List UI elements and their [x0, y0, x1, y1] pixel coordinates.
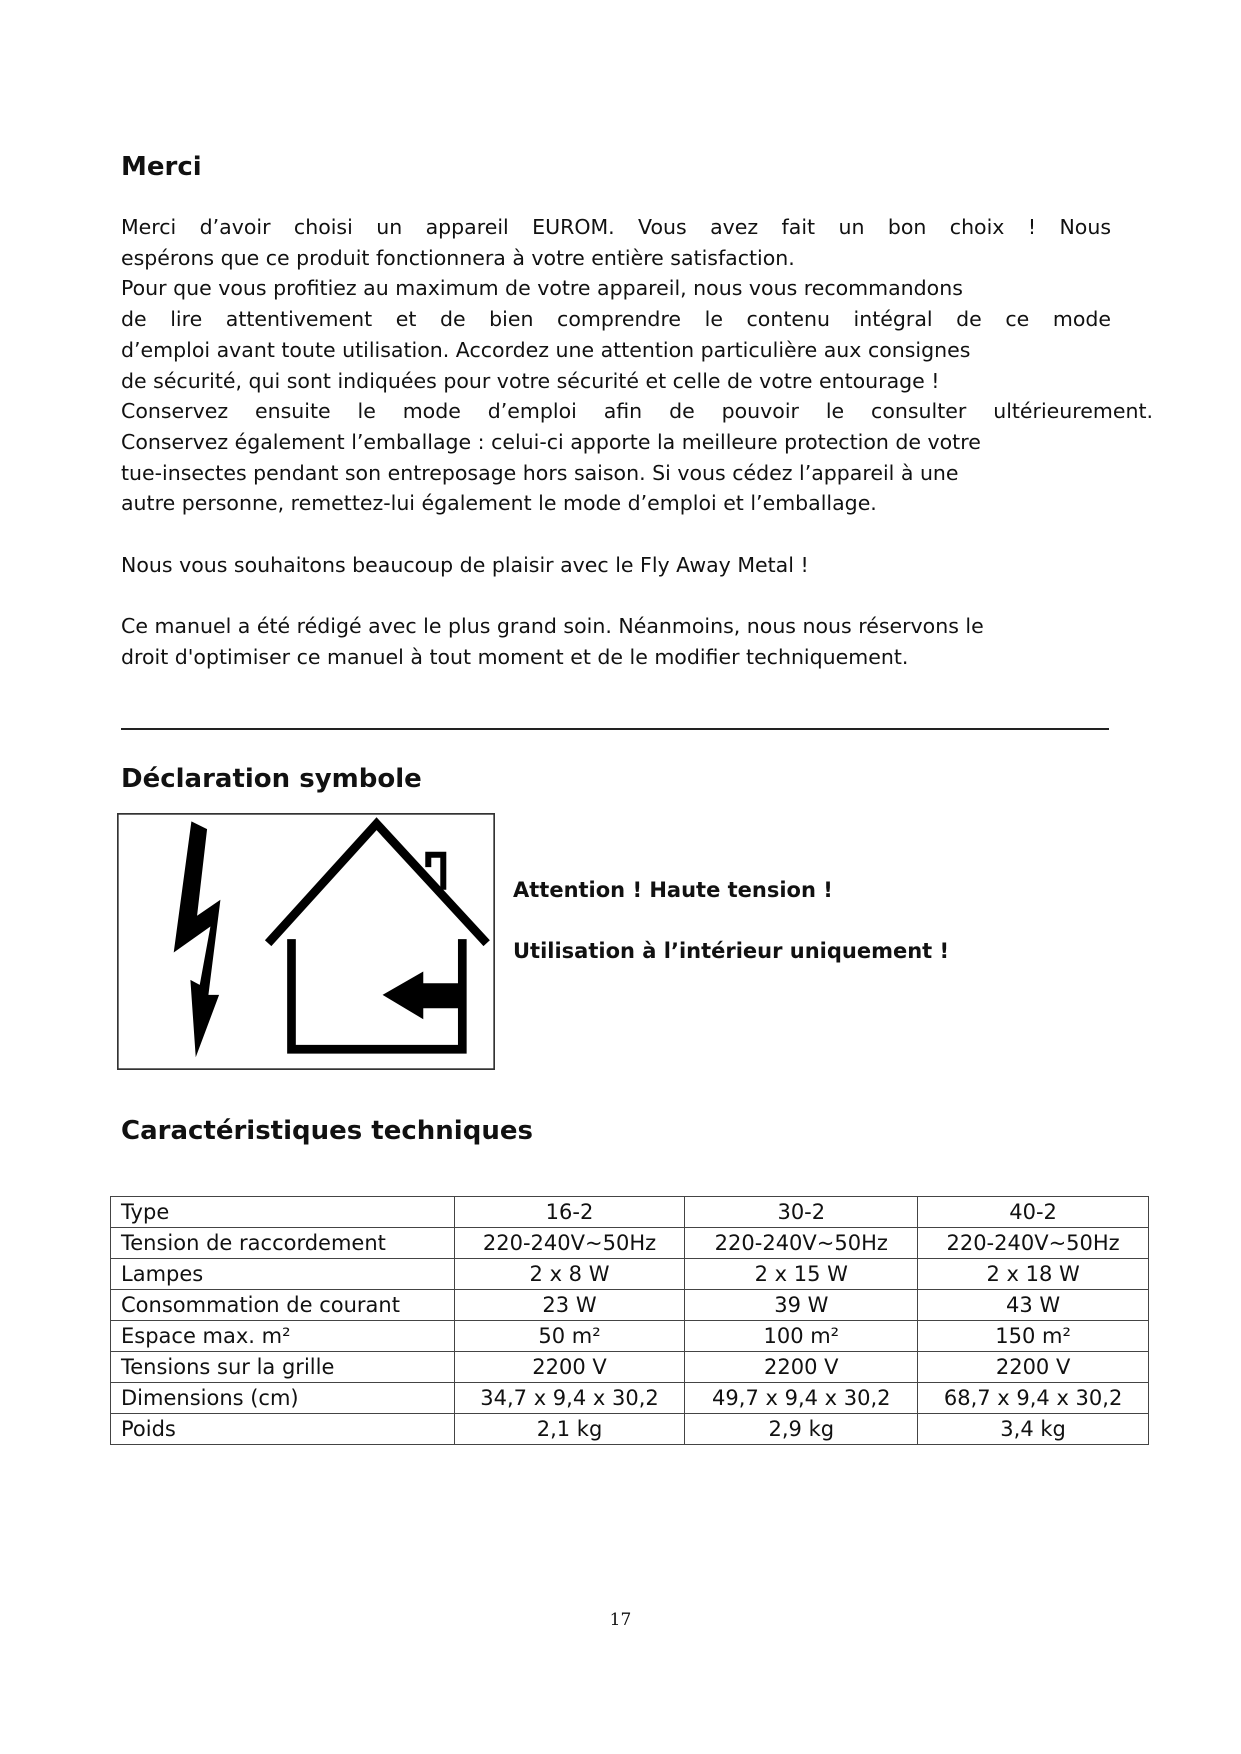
table-row	[111, 1197, 1149, 1228]
text-line: Conservez ensuite le mode d’emploi afin de pouvoir le consulter ultérieurement.	[121, 399, 1153, 424]
spec-value: 49,7 x 9,4 x 30,2	[685, 1383, 918, 1414]
symbols-heading: Déclaration symbole	[121, 764, 422, 794]
text-line: espérons que ce produit fonctionnera à votre entière satisfaction.	[121, 245, 795, 270]
spec-label: Tension de raccordement	[111, 1228, 455, 1259]
text-line: Conservez également l’emballage : celui-ci apporte la meilleure protection de votre	[121, 429, 981, 454]
table-row	[111, 1228, 1149, 1259]
table-row	[111, 1290, 1149, 1321]
spec-label: Type	[111, 1197, 455, 1228]
merci-paragraph	[121, 212, 1153, 519]
table-row	[111, 1414, 1149, 1445]
spec-value: 43 W	[918, 1290, 1149, 1321]
text-line: autre personne, remettez-lui également le mode d’emploi et l’emballage.	[121, 491, 877, 516]
wish-text: Nous vous souhaitons beaucoup de plaisir avec le Fly Away Metal !	[121, 553, 809, 577]
spec-value: 2,1 kg	[454, 1414, 685, 1445]
specs-table	[110, 1196, 1149, 1445]
spec-value: 100 m²	[685, 1321, 918, 1352]
warning-indoor-only: Utilisation à l’intérieur uniquement !	[513, 939, 950, 963]
spec-value: 39 W	[685, 1290, 918, 1321]
text-line: droit d'optimiser ce manuel à tout moment et de le modifier techniquement.	[121, 644, 909, 669]
high-voltage-indoor-symbol	[117, 813, 495, 1070]
page-number: 17	[609, 1610, 632, 1630]
text-line: de sécurité, qui sont indiquées pour votre sécurité et celle de votre entourage !	[121, 368, 940, 393]
disclaimer	[121, 611, 1111, 672]
divider	[121, 728, 1109, 730]
spec-value: 2200 V	[918, 1352, 1149, 1383]
spec-value: 220-240V~50Hz	[685, 1228, 918, 1259]
table-row	[111, 1259, 1149, 1290]
spec-value: 40-2	[918, 1197, 1149, 1228]
spec-value: 2200 V	[685, 1352, 918, 1383]
spec-label: Lampes	[111, 1259, 455, 1290]
text-line: Merci d’avoir choisi un appareil EUROM. Vous avez fait un bon choix ! Nous	[121, 215, 1111, 239]
spec-value: 34,7 x 9,4 x 30,2	[454, 1383, 685, 1414]
spec-value: 2 x 8 W	[454, 1259, 685, 1290]
spec-value: 220-240V~50Hz	[454, 1228, 685, 1259]
spec-value: 23 W	[454, 1290, 685, 1321]
spec-value: 220-240V~50Hz	[918, 1228, 1149, 1259]
spec-value: 16-2	[454, 1197, 685, 1228]
spec-label: Consommation de courant	[111, 1290, 455, 1321]
spec-label: Espace max. m²	[111, 1321, 455, 1352]
spec-value: 2 x 15 W	[685, 1259, 918, 1290]
spec-value: 68,7 x 9,4 x 30,2	[918, 1383, 1149, 1414]
table-row	[111, 1352, 1149, 1383]
spec-label: Dimensions (cm)	[111, 1383, 455, 1414]
merci-heading: Merci	[121, 152, 202, 182]
spec-label: Poids	[111, 1414, 455, 1445]
specs-heading: Caractéristiques techniques	[121, 1116, 533, 1146]
text-line: d’emploi avant toute utilisation. Accordez une attention particulière aux consignes	[121, 337, 971, 362]
spec-value: 150 m²	[918, 1321, 1149, 1352]
table-row	[111, 1383, 1149, 1414]
spec-value: 30-2	[685, 1197, 918, 1228]
text-line: de lire attentivement et de bien comprendre le contenu intégral de ce mode	[121, 307, 1111, 332]
text-line: Pour que vous profitiez au maximum de votre appareil, nous vous recommandons	[121, 276, 963, 301]
spec-label: Tensions sur la grille	[111, 1352, 455, 1383]
text-line: tue-insectes pendant son entreposage hors saison. Si vous cédez l’appareil à une	[121, 460, 959, 485]
spec-value: 50 m²	[454, 1321, 685, 1352]
table-row	[111, 1321, 1149, 1352]
spec-value: 2,9 kg	[685, 1414, 918, 1445]
spec-value: 3,4 kg	[918, 1414, 1149, 1445]
spec-value: 2 x 18 W	[918, 1259, 1149, 1290]
text-line: Ce manuel a été rédigé avec le plus grand soin. Néanmoins, nous nous réservons le	[121, 614, 984, 638]
warning-high-voltage: Attention ! Haute tension !	[513, 878, 833, 902]
spec-value: 2200 V	[454, 1352, 685, 1383]
